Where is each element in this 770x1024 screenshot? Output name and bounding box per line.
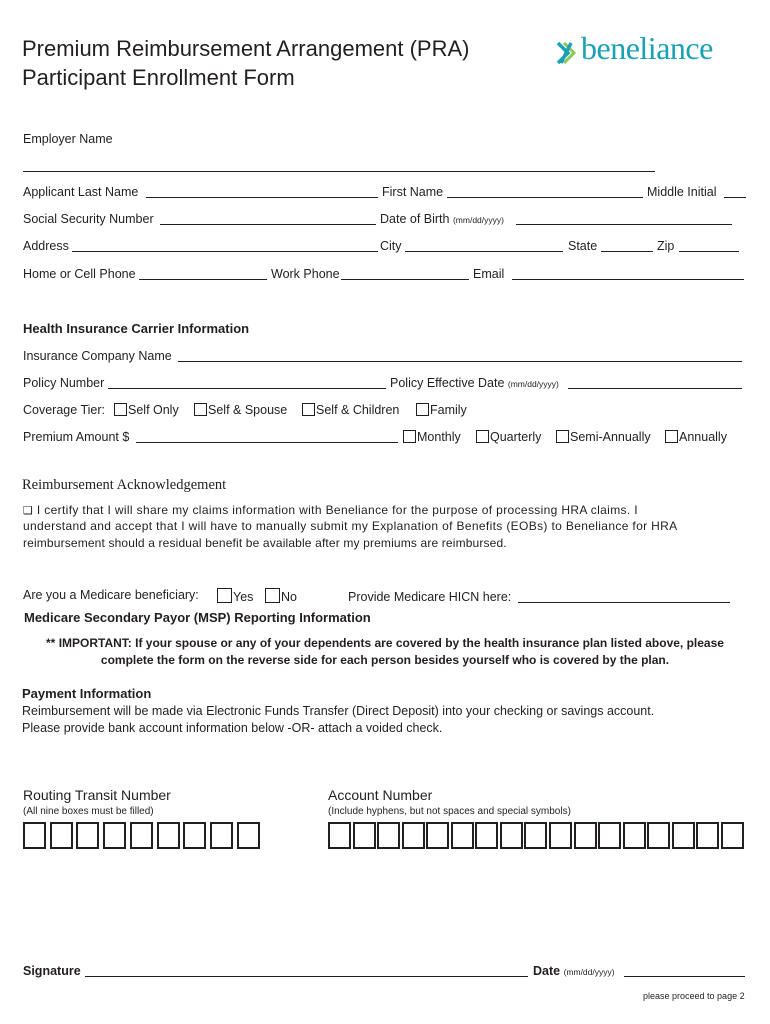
freq-label: Semi-Annually (570, 430, 651, 444)
freq-label: Quarterly (490, 430, 542, 444)
dob-label-text: Date of Birth (380, 212, 450, 226)
digit-box[interactable] (524, 822, 547, 849)
dob-format: (mm/dd/yyyy) (452, 215, 504, 225)
ack-text-1: I certify that I will share my claims information with Beneliance for the purpose of processing HRA claims. I (36, 503, 638, 517)
insurance-company-label: Insurance Company Name (23, 349, 172, 363)
medicare-no-option[interactable] (265, 588, 297, 604)
medicare-yes-label: Yes (233, 590, 254, 604)
tier-label: Family (430, 403, 467, 417)
digit-box[interactable] (237, 822, 260, 849)
medicare-yes-option[interactable] (217, 588, 253, 604)
digit-box[interactable] (130, 822, 153, 849)
account-note: (Include hyphens, but not spaces and special symbols) (328, 806, 571, 817)
payment-line1: Reimbursement will be made via Electronic Funds Transfer (Direct Deposit) into your checking or savings account. (22, 704, 655, 718)
tier-self-only[interactable] (114, 403, 179, 417)
acknowledgement-line3: reimbursement should a residual benefit be available after my premiums are reimbursed. (23, 536, 507, 550)
tier-self-spouse[interactable] (194, 403, 287, 417)
freq-annually[interactable] (665, 430, 727, 444)
signature-field[interactable] (85, 976, 528, 977)
digit-box[interactable] (647, 822, 670, 849)
city-label: City (380, 239, 402, 253)
routing-note: (All nine boxes must be filled) (23, 806, 154, 817)
effective-date-format: (mm/dd/yyyy) (507, 379, 559, 389)
checkbox[interactable] (302, 403, 315, 416)
effective-date-label (390, 376, 559, 390)
acknowledgement-heading: Reimbursement Acknowledgement (22, 477, 227, 493)
policy-number-label: Policy Number (23, 376, 105, 390)
digit-box[interactable] (574, 822, 597, 849)
email-field[interactable] (512, 279, 744, 280)
state-field[interactable] (601, 251, 653, 252)
digit-box[interactable] (549, 822, 572, 849)
digit-box[interactable] (696, 822, 719, 849)
freq-label: Annually (679, 430, 727, 444)
tier-label: Self Only (128, 403, 179, 417)
routing-label: Routing Transit Number (23, 787, 171, 803)
ssn-field[interactable] (160, 224, 376, 225)
first-name-label: First Name (382, 185, 444, 199)
first-name-field[interactable] (447, 197, 643, 198)
digit-box[interactable] (598, 822, 621, 849)
last-name-label: Applicant Last Name (23, 185, 139, 199)
coverage-tier-label: Coverage Tier: (23, 403, 105, 417)
work-phone-label: Work Phone (271, 267, 340, 281)
checkbox[interactable] (665, 430, 678, 443)
medicare-question: Are you a Medicare beneficiary: (23, 588, 199, 602)
form-title-line2: Participant Enrollment Form (22, 65, 295, 90)
digit-box[interactable] (210, 822, 233, 849)
checkbox-bullet-icon[interactable]: ❑ (23, 505, 34, 517)
digit-box[interactable] (50, 822, 73, 849)
digit-box[interactable] (353, 822, 376, 849)
effective-date-field[interactable] (568, 388, 742, 389)
digit-box[interactable] (402, 822, 425, 849)
dob-field[interactable] (516, 224, 732, 225)
home-phone-field[interactable] (139, 279, 267, 280)
insurance-heading: Health Insurance Carrier Information (23, 321, 250, 336)
zip-label: Zip (657, 239, 675, 253)
middle-initial-label: Middle Initial (647, 185, 717, 199)
state-label: State (568, 239, 598, 253)
digit-box[interactable] (76, 822, 99, 849)
msp-heading: Medicare Secondary Payor (MSP) Reporting Information (24, 610, 371, 625)
freq-label: Monthly (417, 430, 461, 444)
account-label: Account Number (328, 787, 433, 803)
digit-box[interactable] (426, 822, 449, 849)
address-label: Address (23, 239, 69, 253)
employer-name-field[interactable] (23, 171, 655, 172)
checkbox[interactable] (114, 403, 127, 416)
checkbox[interactable] (556, 430, 569, 443)
tier-self-children[interactable] (302, 403, 399, 417)
insurance-company-field[interactable] (178, 361, 742, 362)
city-field[interactable] (405, 251, 563, 252)
home-phone-label: Home or Cell Phone (23, 267, 136, 281)
tier-label: Self & Spouse (208, 403, 288, 417)
digit-box[interactable] (23, 822, 46, 849)
checkbox[interactable] (403, 430, 416, 443)
date-format: (mm/dd/yyyy) (563, 967, 615, 977)
freq-monthly[interactable] (403, 430, 461, 444)
policy-number-field[interactable] (108, 388, 386, 389)
hicn-field[interactable] (518, 602, 730, 603)
email-label: Email (473, 267, 505, 281)
signature-date-label (533, 964, 615, 978)
checkbox[interactable] (265, 588, 280, 603)
freq-semi-annually[interactable] (556, 430, 651, 444)
last-name-field[interactable] (146, 197, 378, 198)
signature-date-field[interactable] (624, 976, 745, 977)
acknowledgement-line1 (23, 502, 638, 520)
tier-family[interactable] (416, 403, 467, 417)
digit-box[interactable] (328, 822, 351, 849)
digit-box[interactable] (157, 822, 180, 849)
important-line1: ** IMPORTANT: If your spouse or any of your dependents are covered by the health insurance plan listed above, please (46, 636, 724, 650)
checkbox[interactable] (476, 430, 489, 443)
footer-note: please proceed to page 2 (643, 991, 745, 1001)
middle-initial-field[interactable] (724, 197, 746, 198)
freq-quarterly[interactable] (476, 430, 541, 444)
digit-box[interactable] (672, 822, 695, 849)
tier-label: Self & Children (316, 403, 400, 417)
digit-box[interactable] (103, 822, 126, 849)
premium-amount-field[interactable] (136, 442, 398, 443)
ssn-label: Social Security Number (23, 212, 154, 226)
logo-mark-icon (555, 39, 583, 69)
digit-box[interactable] (721, 822, 744, 849)
checkbox[interactable] (217, 588, 232, 603)
digit-box[interactable] (475, 822, 498, 849)
hicn-label: Provide Medicare HICN here: (348, 590, 512, 604)
medicare-no-label: No (281, 590, 297, 604)
payment-line2: Please provide bank account information below -OR- attach a voided check. (22, 721, 443, 735)
logo-wordmark: beneliance (581, 30, 713, 66)
digit-box[interactable] (623, 822, 646, 849)
digit-box[interactable] (183, 822, 206, 849)
digit-box[interactable] (500, 822, 523, 849)
checkbox[interactable] (194, 403, 207, 416)
employer-name-label: Employer Name (23, 132, 113, 146)
dob-label (380, 212, 504, 226)
premium-amount-label: Premium Amount $ (23, 430, 130, 444)
address-field[interactable] (72, 251, 378, 252)
payment-heading: Payment Information (22, 686, 152, 701)
digit-box[interactable] (377, 822, 400, 849)
zip-field[interactable] (679, 251, 739, 252)
form-title-line1: Premium Reimbursement Arrangement (PRA) (22, 36, 470, 61)
effective-date-text: Policy Effective Date (390, 376, 505, 390)
acknowledgement-line2: understand and accept that I will have to manually submit my Explanation of Benefits (EOBs) to Beneliance for HRA (23, 519, 678, 533)
important-line2: complete the form on the reverse side for each person besides yourself who is covered by the plan. (100, 653, 670, 667)
date-label-text: Date (533, 964, 561, 978)
signature-label: Signature (23, 964, 81, 978)
work-phone-field[interactable] (341, 279, 469, 280)
digit-box[interactable] (451, 822, 474, 849)
checkbox[interactable] (416, 403, 429, 416)
